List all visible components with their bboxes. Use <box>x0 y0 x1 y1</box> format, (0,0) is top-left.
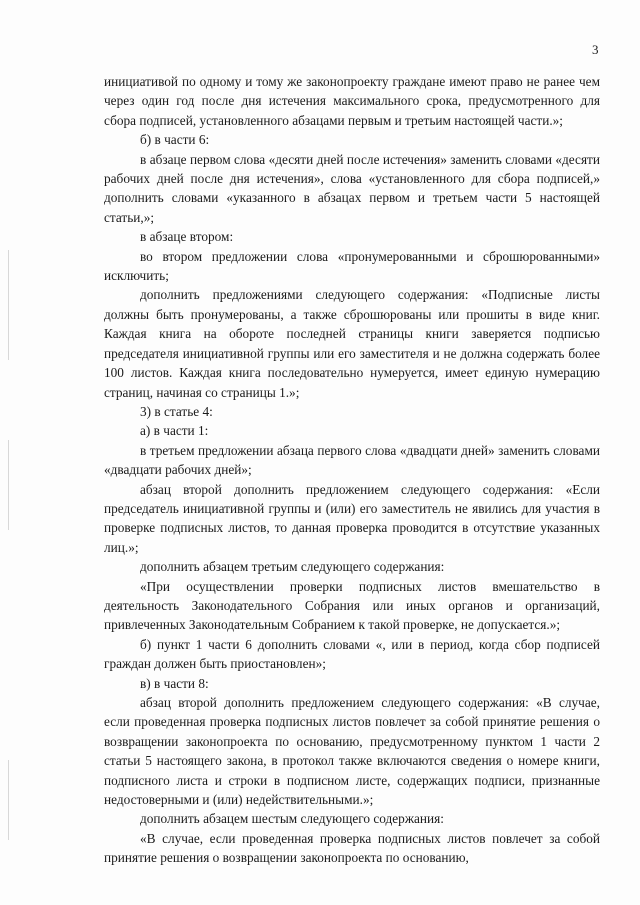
paragraph: б) пункт 1 части 6 дополнить словами «, или в период, когда сбор подписей граждан должен быть приостановлен»; <box>104 636 600 672</box>
paragraph: дополнить абзацем шестым следующего содержания: <box>140 811 444 827</box>
paragraph: абзац второй дополнить предложением следующего содержания: «В случае, если проведенная проверка подписных листов повлечет за собой принятие решения о возвращении законопроекта по основанию, предусмотренному пунктом 1 части 2 статьи 5 настоящего закона, в протокол также включаются сведения о номере книги, подписного листа и строки в подписном листе, содержащих подписи, признанные недостоверными и (или) недействительными.»; <box>104 695 600 808</box>
paragraph: в абзаце первом слова «десяти дней после истечения» заменить словами «десяти рабочих дней после дня истечения», слова «установленного для сбора подписей,» дополнить словами «указанного в абзацах первом и третьем части 5 настоящей статьи,»; <box>104 151 600 225</box>
paragraph: в) в части 8: <box>140 675 209 691</box>
page-number: 3 <box>592 42 599 57</box>
margin-scan-mark <box>8 760 9 840</box>
paragraph: инициативой по одному и тому же законопроекту граждане имеют право не ранее чем через один год после дня истечения максимального срока, предусмотренного для сбора подписей, установленного абзацами первым и третьим настоящей части.»; <box>104 74 600 128</box>
paragraph: в третьем предложении абзаца первого слова «двадцати дней» заменить словами «двадцати рабочих дней»; <box>104 442 600 478</box>
document-body <box>104 72 600 868</box>
paragraph: дополнить предложениями следующего содержания: «Подписные листы должны быть пронумерованы, а также сброшюрованы или прошиты в виде книг. Каждая книга на обороте последней страницы книги заверяется подписью председателя инициативной группы или его заместителя и не должна содержать более 100 листов. Каждая книга последовательно нумеруется, имеет единую нумерацию страниц, начиная со страницы 1.»; <box>104 287 600 400</box>
paragraph: б) в части 6: <box>140 132 210 148</box>
paragraph: 3) в статье 4: <box>140 403 213 419</box>
paragraph: а) в части 1: <box>140 423 209 439</box>
margin-scan-mark <box>8 250 9 360</box>
paragraph: в абзаце втором: <box>140 229 234 245</box>
paragraph: дополнить абзацем третьим следующего содержания: <box>140 559 445 575</box>
paragraph: «При осуществлении проверки подписных листов вмешательство в деятельность Законодательного Собрания или иных органов и организаций, привлеченных Законодательным Собранием к такой проверке, не допускается.»; <box>104 578 600 633</box>
paragraph: «В случае, если проведенная проверка подписных листов повлечет за собой принятие решения о возвращении законопроекта по основанию, <box>104 830 600 866</box>
margin-scan-mark <box>8 440 9 530</box>
paragraph: абзац второй дополнить предложением следующего содержания: «Если председатель инициативной группы и (или) его заместитель не явились для участия в проверке подписных листов, то данная проверка проводится в отсутствие указанных лиц.»; <box>104 481 600 555</box>
paragraph: во втором предложении слова «пронумерованными и сброшюрованными» исключить; <box>104 248 600 284</box>
